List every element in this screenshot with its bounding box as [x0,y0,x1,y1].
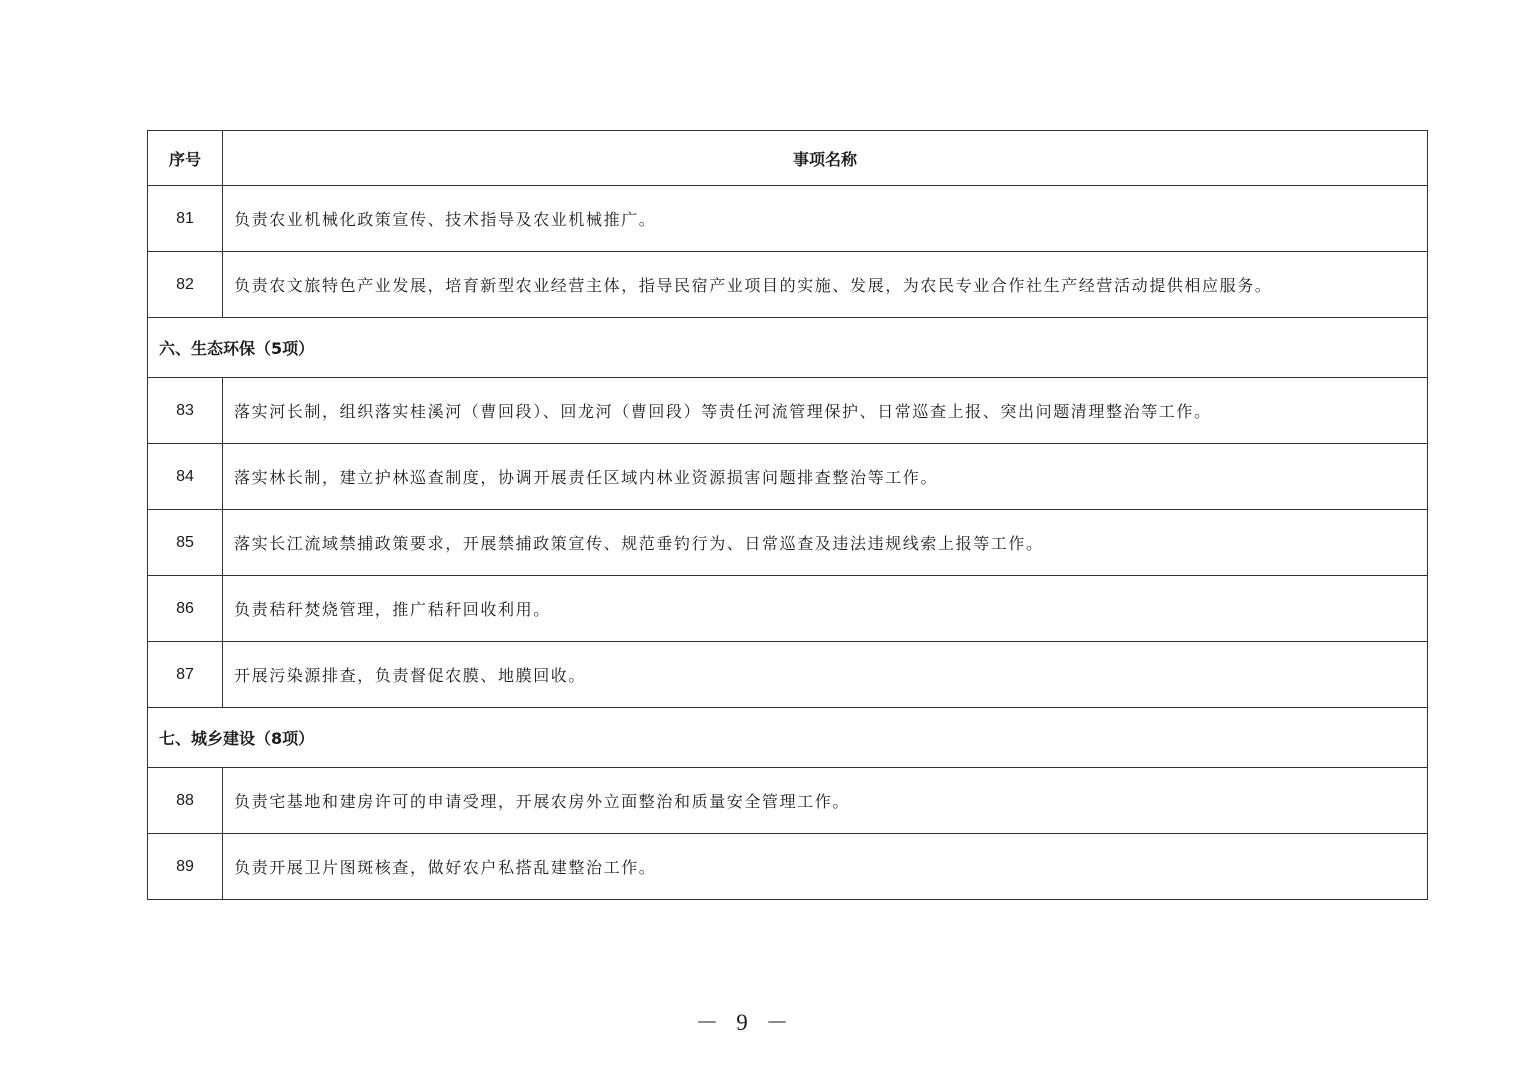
serial-number-cell: 84 [148,444,223,510]
table-row [148,576,1428,642]
table-row [148,444,1428,510]
table-row [148,252,1428,318]
header-matter-name: 事项名称 [223,131,1428,186]
matter-name-cell: 落实河长制，组织落实桂溪河（曹回段）、回龙河（曹回段）等责任河流管理保护、日常巡查上报、突出问题清理整治等工作。 [223,378,1428,444]
serial-number-cell: 87 [148,642,223,708]
page-number: － 9 － [695,1010,795,1035]
serial-number-cell: 86 [148,576,223,642]
table-row [148,834,1428,900]
table-row [148,378,1428,444]
matter-name-cell: 落实长江流域禁捕政策要求，开展禁捕政策宣传、规范垂钓行为、日常巡查及违法违规线索上报等工作。 [223,510,1428,576]
section-header-row [148,318,1428,378]
table-row [148,768,1428,834]
matter-name-cell: 落实林长制，建立护林巡查制度，协调开展责任区域内林业资源损害问题排查整治等工作。 [223,444,1428,510]
matter-name-cell: 负责农文旅特色产业发展，培育新型农业经营主体，指导民宿产业项目的实施、发展，为农民专业合作社生产经营活动提供相应服务。 [223,252,1428,318]
section-title: 六、生态环保（5项） [148,318,1428,378]
matters-table [147,130,1428,900]
table-row [148,186,1428,252]
section-header-row [148,708,1428,768]
table-row [148,510,1428,576]
serial-number-cell: 88 [148,768,223,834]
table-row [148,642,1428,708]
serial-number-cell: 85 [148,510,223,576]
matter-name-cell: 负责农业机械化政策宣传、技术指导及农业机械推广。 [223,186,1428,252]
section-title: 七、城乡建设（8项） [148,708,1428,768]
serial-number-cell: 81 [148,186,223,252]
serial-number-cell: 83 [148,378,223,444]
matter-name-cell: 负责秸秆焚烧管理，推广秸秆回收利用。 [223,576,1428,642]
matter-name-cell: 开展污染源排查，负责督促农膜、地膜回收。 [223,642,1428,708]
table-body [148,186,1428,900]
matter-name-cell: 负责开展卫片图斑核查，做好农户私搭乱建整治工作。 [223,834,1428,900]
serial-number-cell: 82 [148,252,223,318]
serial-number-cell: 89 [148,834,223,900]
matter-name-cell: 负责宅基地和建房许可的申请受理，开展农房外立面整治和质量安全管理工作。 [223,768,1428,834]
header-serial-number: 序号 [148,131,223,186]
table-header-row [148,131,1428,186]
